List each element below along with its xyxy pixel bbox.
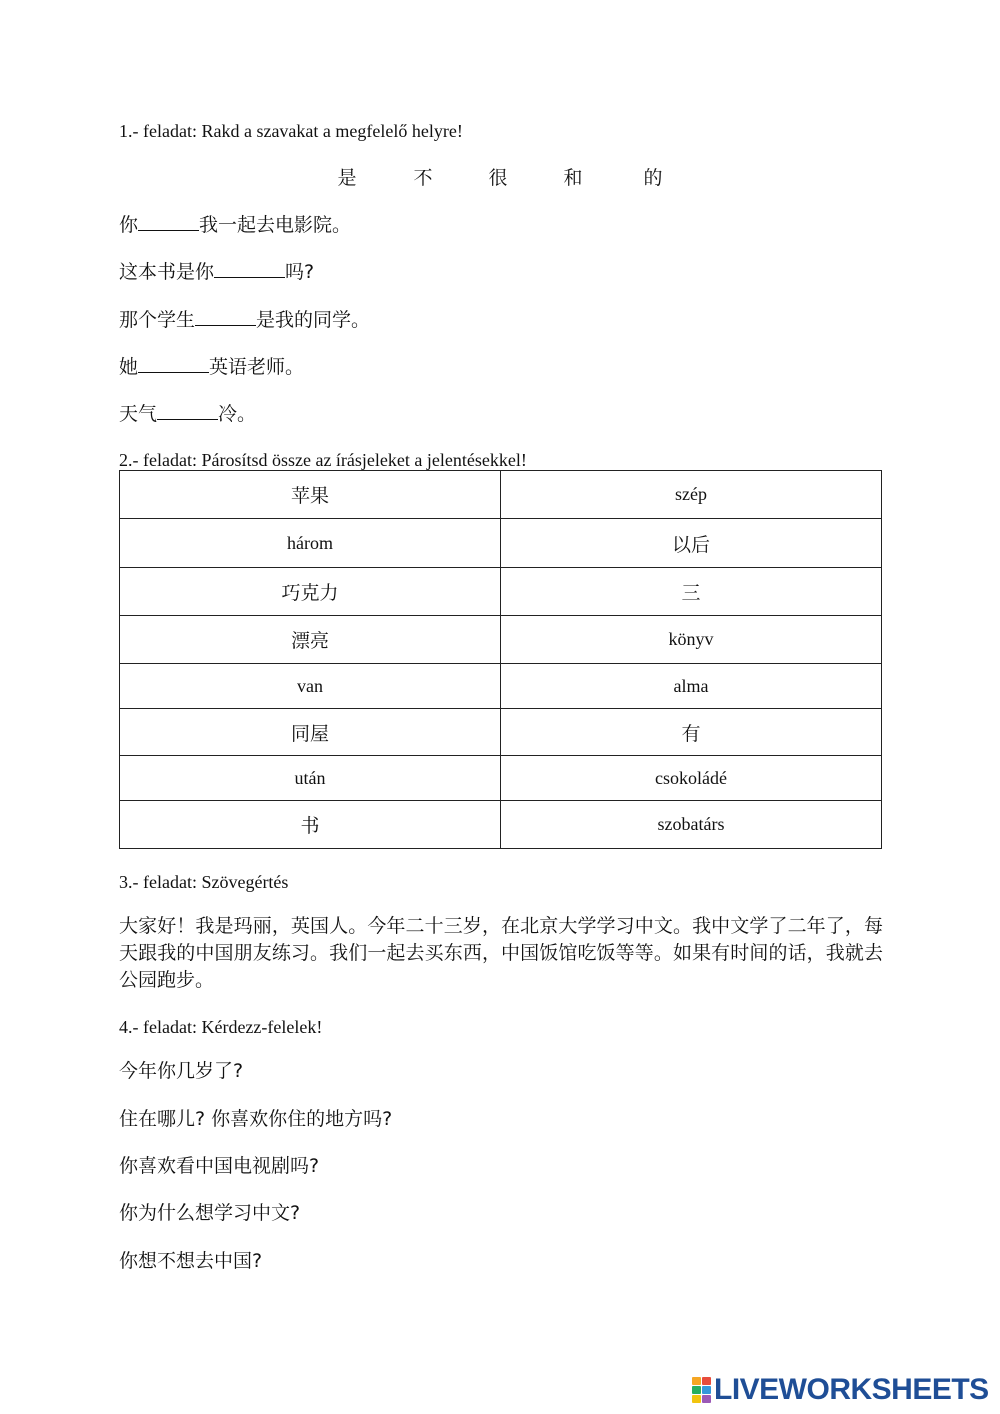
word-bank-item[interactable]: 的 <box>643 167 663 189</box>
logo-square <box>702 1377 711 1385</box>
sentence-text: 英语老师。 <box>209 356 305 378</box>
table-row <box>120 471 882 519</box>
sentence-text: 天气 <box>119 403 158 425</box>
logo-square <box>702 1395 711 1403</box>
answer-blank[interactable] <box>214 259 285 278</box>
reading-passage: 大家好！我是玛丽，英国人。今年二十三岁，在北京大学学习中文。我中文学了二年了，每天跟我的中国朋友练习。我们一起去买东西，中国饭馆吃饭等等。如果有时间的话，我就去公园跑步。 <box>119 915 883 991</box>
word-bank-item[interactable]: 很 <box>488 167 508 189</box>
answer-blank[interactable] <box>157 401 218 420</box>
match-cell-left[interactable]: 漂亮 <box>120 616 501 664</box>
fill-sentence-3 <box>119 307 370 332</box>
task2-heading: 2.- feladat: Párosítsd össze az írásjeleket a jelentésekkel! <box>119 450 527 470</box>
question-item: 你想不想去中国? <box>119 1250 263 1272</box>
logo-square <box>702 1386 711 1394</box>
match-cell-right[interactable]: szobatárs <box>501 801 882 849</box>
logo-square <box>692 1377 701 1385</box>
task1-heading: 1.- feladat: Rakd a szavakat a megfelelő helyre! <box>119 121 463 141</box>
fill-sentence-2 <box>119 259 314 284</box>
table-row <box>120 616 882 664</box>
sentence-text: 是我的同学。 <box>256 309 371 331</box>
question-item: 今年你几岁了? <box>119 1060 244 1082</box>
match-cell-right[interactable]: alma <box>501 664 882 709</box>
sentence-text: 那个学生 <box>119 309 196 331</box>
word-bank <box>0 163 1000 189</box>
match-cell-left[interactable]: három <box>120 519 501 568</box>
match-cell-left[interactable]: 巧克力 <box>120 568 501 616</box>
matching-table <box>119 470 882 849</box>
question-item: 你喜欢看中国电视剧吗? <box>119 1155 320 1177</box>
match-cell-left[interactable]: után <box>120 756 501 801</box>
logo-text: LIVEWORKSHEETS <box>714 1373 989 1406</box>
word-bank-item[interactable]: 和 <box>563 167 583 189</box>
word-bank-item[interactable]: 不 <box>413 167 433 189</box>
logo-square <box>692 1395 701 1403</box>
sentence-text: 她 <box>119 356 139 378</box>
sentence-text: 吗? <box>285 261 315 283</box>
question-item: 住在哪儿? 你喜欢你住的地方吗? <box>119 1108 393 1130</box>
match-cell-left[interactable]: 苹果 <box>120 471 501 519</box>
fill-sentence-5 <box>119 401 256 426</box>
table-row <box>120 801 882 849</box>
table-row <box>120 709 882 756</box>
table-row <box>120 756 882 801</box>
sentence-text: 冷。 <box>218 403 257 425</box>
match-cell-left[interactable]: 同屋 <box>120 709 501 756</box>
question-item: 你为什么想学习中文? <box>119 1202 301 1224</box>
fill-sentence-1 <box>119 212 351 237</box>
match-cell-right[interactable]: 三 <box>501 568 882 616</box>
answer-blank[interactable] <box>138 212 199 231</box>
match-cell-left[interactable]: 书 <box>120 801 501 849</box>
word-bank-item[interactable]: 是 <box>337 167 357 189</box>
logo-mark-icon <box>692 1377 712 1403</box>
match-cell-right[interactable]: 有 <box>501 709 882 756</box>
match-cell-left[interactable]: van <box>120 664 501 709</box>
task4-heading: 4.- feladat: Kérdezz-felelek! <box>119 1017 323 1037</box>
table-row <box>120 519 882 568</box>
logo-square <box>692 1386 701 1394</box>
sentence-text: 这本书是你 <box>119 261 215 283</box>
answer-blank[interactable] <box>138 354 209 373</box>
table-row <box>120 664 882 709</box>
sentence-text: 我一起去电影院。 <box>199 214 352 236</box>
liveworksheets-logo <box>692 1375 989 1405</box>
task3-heading: 3.- feladat: Szövegértés <box>119 872 289 892</box>
sentence-text: 你 <box>119 214 139 236</box>
match-cell-right[interactable]: szép <box>501 471 882 519</box>
fill-sentence-4 <box>119 354 304 379</box>
match-cell-right[interactable]: csokoládé <box>501 756 882 801</box>
answer-blank[interactable] <box>195 307 256 326</box>
table-row <box>120 568 882 616</box>
match-cell-right[interactable]: könyv <box>501 616 882 664</box>
match-cell-right[interactable]: 以后 <box>501 519 882 568</box>
